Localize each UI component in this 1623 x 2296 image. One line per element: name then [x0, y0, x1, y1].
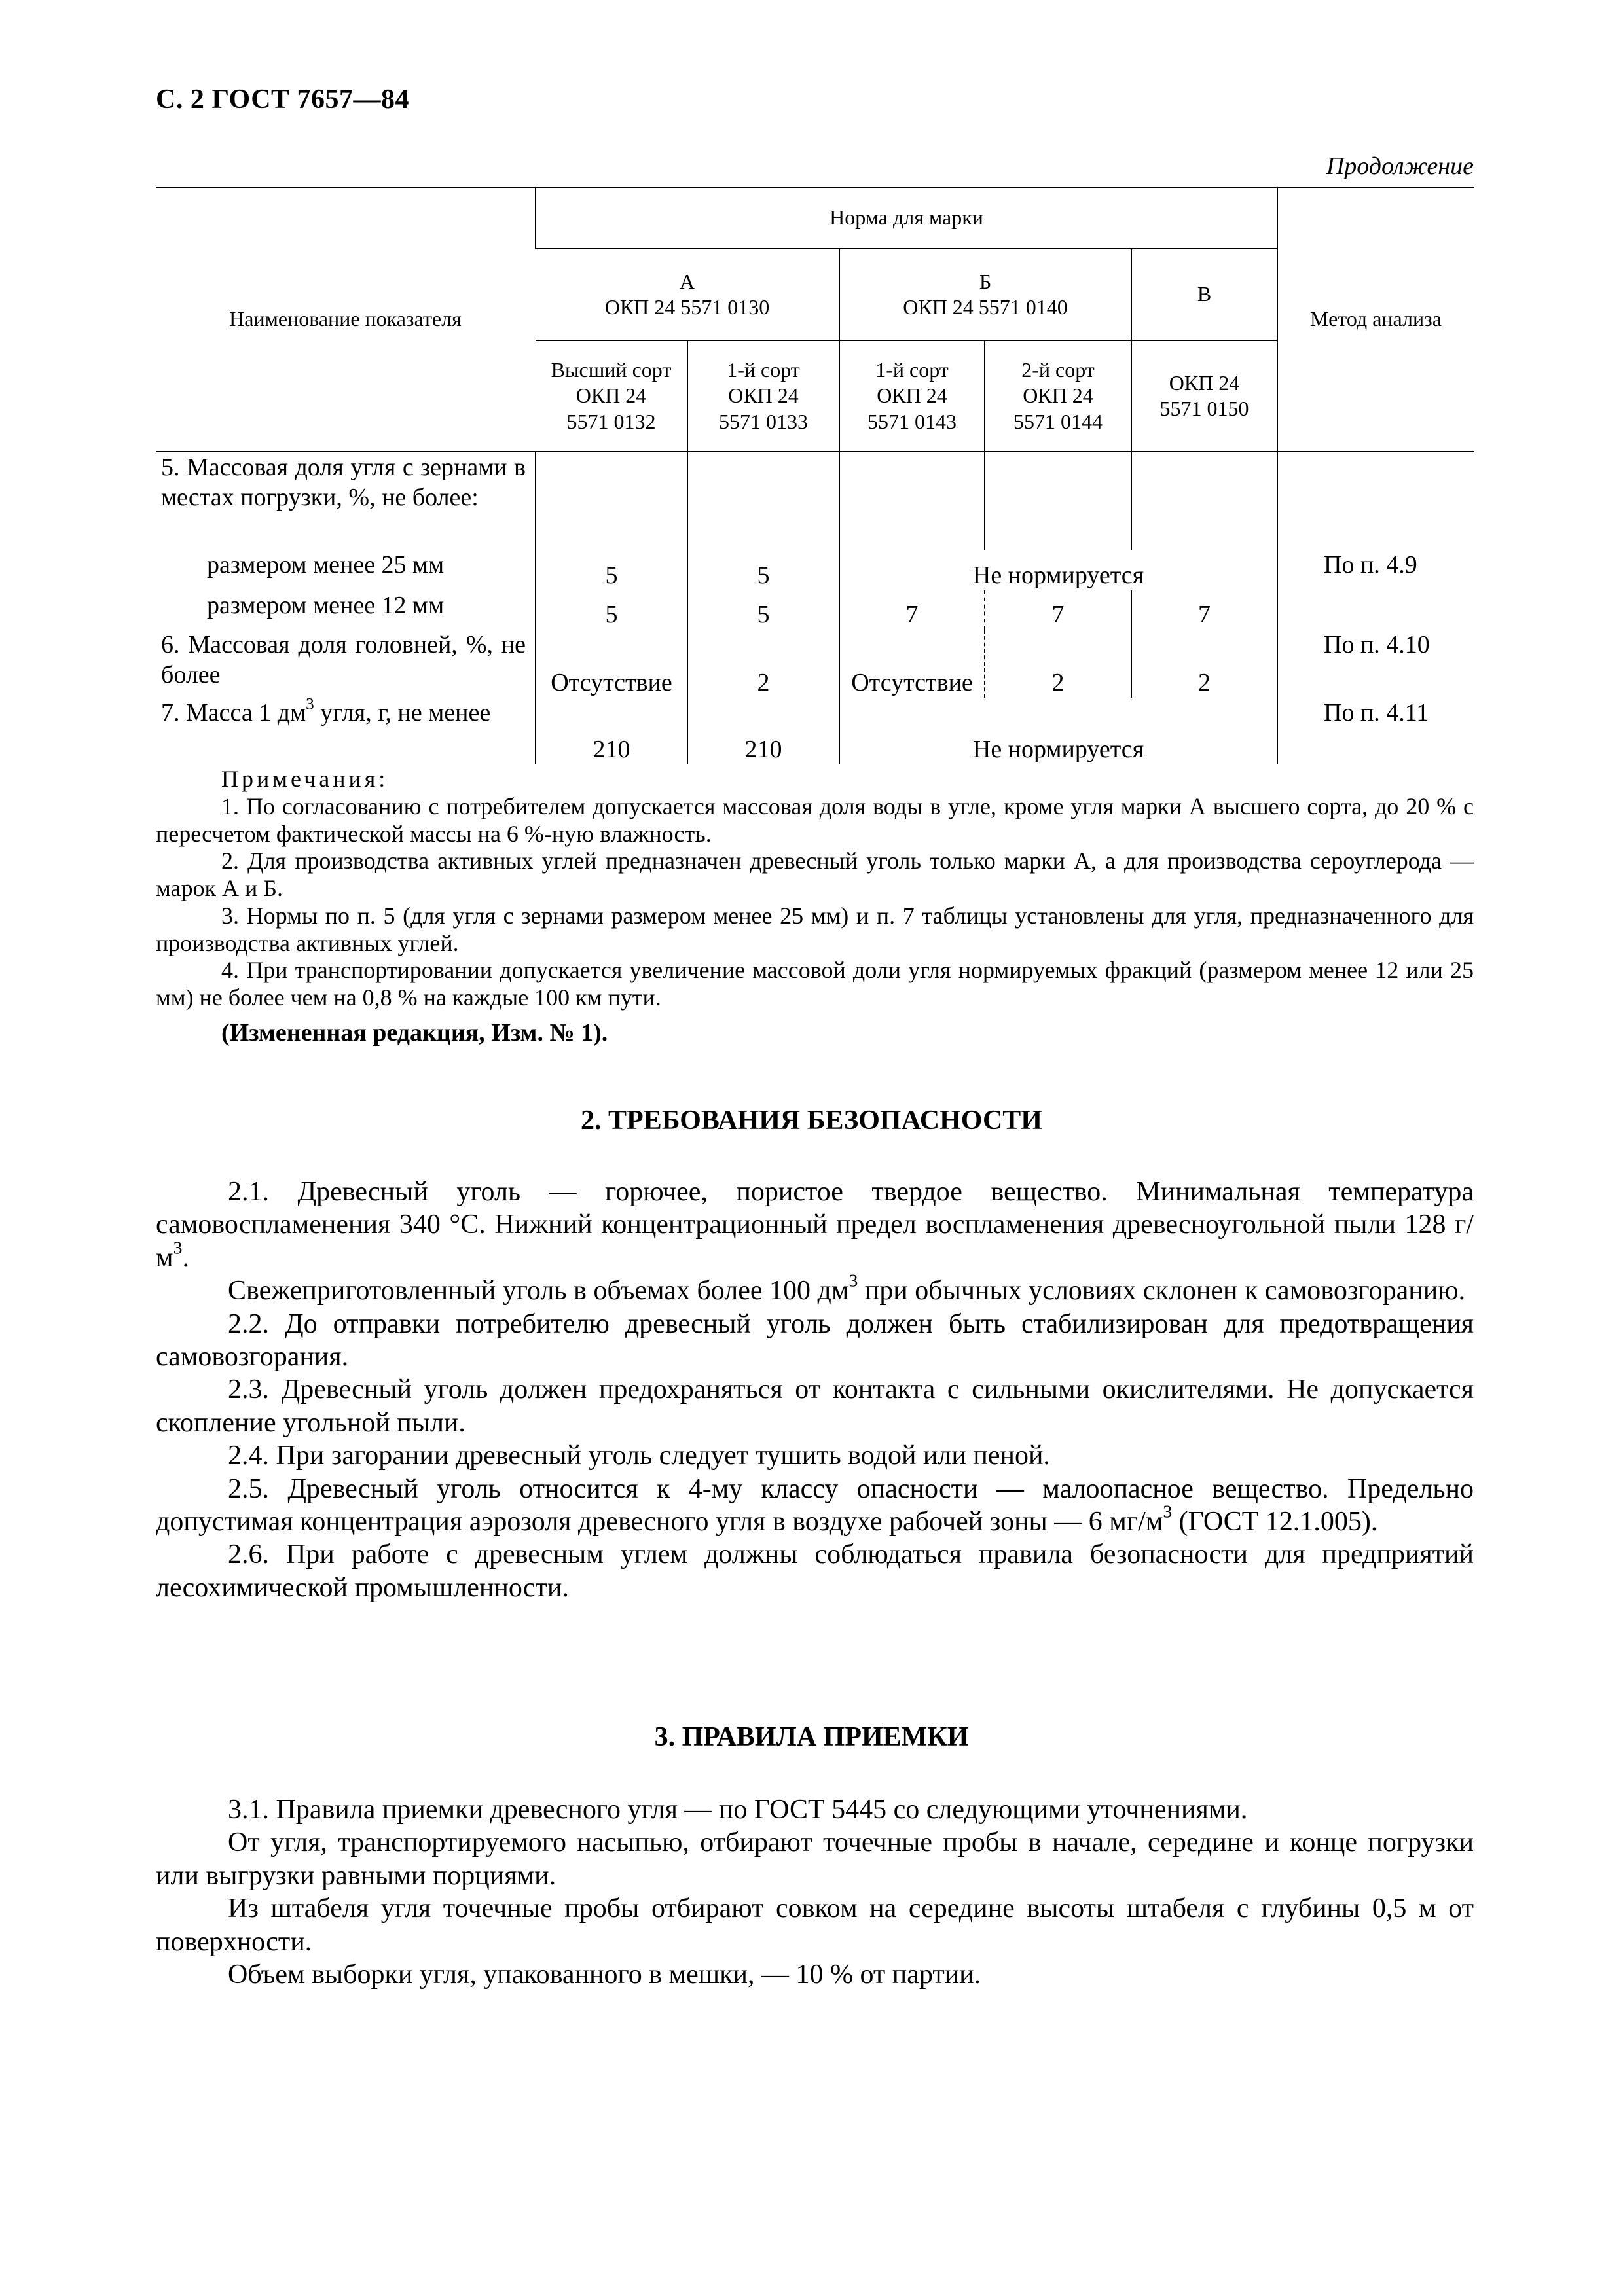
- header-sub-a-first: 1-й сорт ОКП 24 5571 0133: [687, 340, 839, 452]
- header-indicator-name: Наименование показателя: [229, 307, 462, 331]
- table-notes: [156, 766, 1474, 1012]
- table-row: [156, 452, 1474, 550]
- section-2-title: 2. ТРЕБОВАНИЯ БЕЗОПАСНОСТИ: [581, 1105, 1042, 1136]
- row5-sub1-name: размером менее 25 мм: [207, 551, 445, 579]
- header-grade-v: В: [1131, 249, 1277, 340]
- row7-method: По п. 4.11: [1277, 698, 1474, 764]
- header-sub-a-top: Высший сорт ОКП 24 5571 0132: [551, 358, 672, 433]
- table-row: [156, 590, 1474, 630]
- row6-b1: Отсутствие: [839, 630, 985, 698]
- paragraph: 2.1. Древесный уголь — горючее, пористое твердое вещество. Минимальная температура самовоспламенения 340 °С. Нижний концентрационный предел воспламенения древесноугольной пыли 128 $г/м^3$.: [156, 1177, 1474, 1273]
- row5-sub1-a2: 5: [687, 550, 839, 590]
- continuation-label: Продолжение: [1326, 152, 1474, 180]
- section-3-body: [156, 1793, 1474, 1991]
- paragraph: 3.1. Правила приемки древесного угля — по ГОСТ 5445 со следующими уточнениями.: [228, 1795, 1248, 1825]
- paragraph: 2.5. Древесный уголь относится к 4-му классу опасности — малоопасное вещество. Предельно допустимая концентрация аэрозоля древесного угля в воздухе рабочей зоны — 6 $мг/м^3$ (ГОСТ 12.1.005).: [156, 1473, 1474, 1537]
- paragraph: 2.3. Древесный уголь должен предохраняться от контакта с сильными окислителями. Не допускается скопление угольной пыли.: [156, 1374, 1474, 1438]
- table-row: [156, 550, 1474, 590]
- header-norm: Норма для марки: [536, 187, 1277, 249]
- row5-sub1-not-normed: Не нормируется: [839, 550, 1277, 590]
- table-row: [156, 630, 1474, 698]
- row7-name: 7. Масса 1 $дм^3$ угля, г, не менее: [161, 695, 491, 726]
- paragraph: 2.2. До отправки потребителю древесный уголь должен быть стабилизирован для предотвращения самовозгорания.: [156, 1308, 1474, 1372]
- page-header: С. 2 ГОСТ 7657—84: [156, 84, 410, 115]
- paragraph: 2.6. При работе с древесным углем должны соблюдаться правила безопасности для предприятий лесохимической промышленности.: [156, 1539, 1474, 1603]
- row6-a1: Отсутствие: [536, 630, 687, 698]
- note-item: 1. По согласованию с потребителем допускается массовая доля воды в угле, кроме угля марки А высшего сорта, до 20 % с пересчетом фактической массы на 6 %-ную влажность.: [156, 793, 1474, 847]
- note-item: 3. Нормы по п. 5 (для угля с зернами размером менее 25 мм) и п. 7 таблицы установлены для угля, предназначенного для производства активных углей.: [156, 902, 1474, 956]
- row5-method: По п. 4.9: [1277, 550, 1474, 590]
- paragraph: От угля, транспортируемого насыпью, отбирают точечные пробы в начале, середине и конце погрузки или выгрузки равными порциями.: [156, 1827, 1474, 1891]
- row5-sub2-b2: 7: [985, 590, 1131, 630]
- header-grade-b: Б ОКП 24 5571 0140: [839, 249, 1131, 340]
- row6-method: По п. 4.10: [1277, 630, 1474, 698]
- section-2-body: [156, 1175, 1474, 1604]
- note-item: 2. Для производства активных углей предназначен древесный уголь только марки А, а для производства сероуглерода — марок А и Б.: [156, 848, 1474, 901]
- row5-sub2-a2: 5: [687, 590, 839, 630]
- table-row: [156, 698, 1474, 764]
- row6-b2: 2: [985, 630, 1131, 698]
- header-sub-b-first: 1-й сорт ОКП 24 5571 0143: [839, 340, 985, 452]
- row6-v: 2: [1131, 630, 1277, 698]
- row5-name: 5. Массовая доля угля с зернами в местах погрузки, %, не более:: [161, 454, 526, 512]
- note-item: 4. При транспортировании допускается увеличение массовой доли угля нормируемых фракций (размером менее 12 или 25 мм) не более чем на 0,8 % на каждые 100 км пути.: [156, 957, 1474, 1011]
- notes-heading: Примечания:: [221, 766, 389, 792]
- header-grade-a: А ОКП 24 5571 0130: [536, 249, 839, 340]
- change-note: (Измененная редакция, Изм. № 1).: [221, 1019, 608, 1047]
- row5-sub1-a1: 5: [536, 550, 687, 590]
- row7-a2: 210: [687, 698, 839, 764]
- row6-a2: 2: [687, 630, 839, 698]
- specification-table: [156, 187, 1474, 764]
- row5-sub2-v: 7: [1131, 590, 1277, 630]
- paragraph: 2.4. При загорании древесный уголь следует тушить водой или пеной.: [228, 1441, 1050, 1471]
- row5-sub2-name: размером менее 12 мм: [207, 592, 445, 619]
- header-method: Метод анализа: [1277, 187, 1474, 452]
- row5-sub2-b1: 7: [839, 590, 985, 630]
- header-sub-v: ОКП 24 5571 0150: [1131, 340, 1277, 452]
- section-3-title: 3. ПРАВИЛА ПРИЕМКИ: [654, 1722, 969, 1752]
- row7-not-normed: Не нормируется: [839, 698, 1277, 764]
- row7-a1: 210: [536, 698, 687, 764]
- header-sub-b-second: 2-й сорт ОКП 24 5571 0144: [985, 340, 1131, 452]
- paragraph: Объем выборки угля, упакованного в мешки, — 10 % от партии.: [228, 1959, 981, 1990]
- row6-name: 6. Массовая доля головней, %, не более: [161, 631, 526, 689]
- paragraph: Свежеприготовленный уголь в объемах более 100 $дм^3$ при обычных условиях склонен к самовозгоранию.: [228, 1270, 1466, 1306]
- paragraph: Из штабеля угля точечные пробы отбирают совком на середине высоты штабеля с глубины 0,5 м от поверхности.: [156, 1893, 1474, 1957]
- row5-sub2-a1: 5: [536, 590, 687, 630]
